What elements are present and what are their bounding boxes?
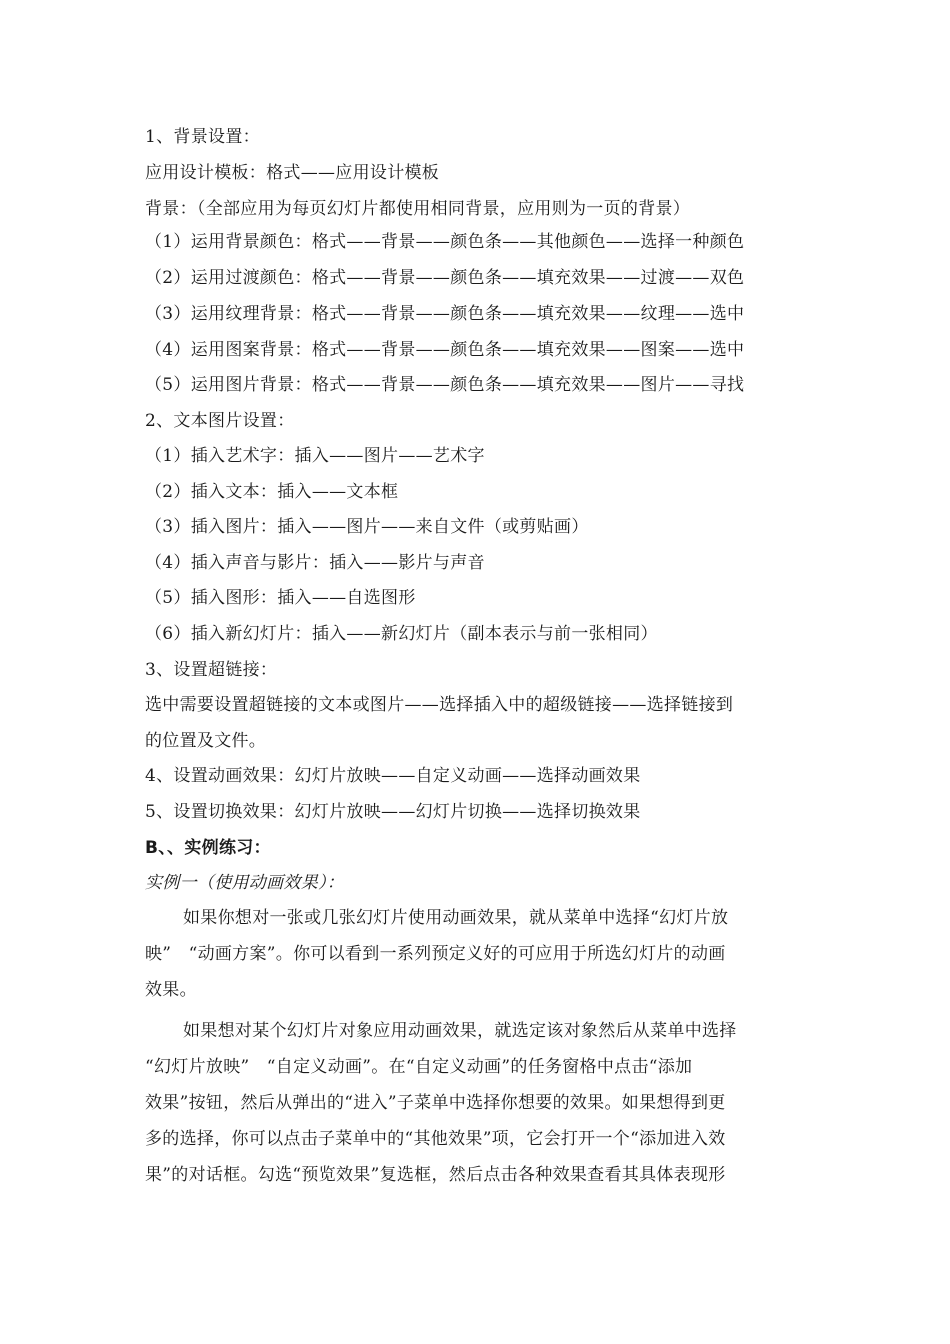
paragraph-2-line-2: “幻灯片放映” “自定义动画”。在“自定义动画”的任务窗格中点击“添加 — [145, 1057, 693, 1077]
section-1-title: 1、背景设置： — [145, 127, 260, 147]
paragraph-1-line-1: 如果你想对一张或几张幻灯片使用动画效果，就从菜单中选择“幻灯片放 — [183, 908, 729, 928]
section-3-title: 3、设置超链接： — [145, 660, 278, 680]
section-1-item-1: （1）运用背景颜色：格式——背景——颜色条——其他颜色——选择一种颜色 — [145, 232, 745, 252]
section-2-item-3: （3）插入图片：插入——图片——来自文件（或剪贴画） — [145, 517, 589, 537]
section-4: 4、设置动画效果：幻灯片放映——自定义动画——选择动画效果 — [145, 766, 641, 786]
section-1-item-5: （5）运用图片背景：格式——背景——颜色条——填充效果——图片——寻找 — [145, 375, 745, 395]
section-3-body-line-1: 选中需要设置超链接的文本或图片——选择插入中的超级链接——选择链接到 — [145, 695, 734, 715]
section-2-title: 2、文本图片设置： — [145, 411, 295, 431]
section-2-item-6: （6）插入新幻灯片：插入——新幻灯片（副本表示与前一张相同） — [145, 624, 658, 644]
paragraph-2-line-4: 多的选择，你可以点击子菜单中的“其他效果”项，它会打开一个“添加进入效 — [145, 1129, 726, 1149]
paragraph-1-line-3: 效果。 — [145, 980, 197, 1000]
paragraph-2-line-1: 如果想对某个幻灯片对象应用动画效果，就选定该对象然后从菜单中选择 — [183, 1021, 737, 1041]
paragraph-2-line-3: 效果”按钮，然后从弹出的“进入”子菜单中选择你想要的效果。如果想得到更 — [145, 1093, 726, 1113]
section-1-background: 背景：（全部应用为每页幻灯片都使用相同背景，应用则为一页的背景） — [145, 199, 691, 219]
section-2-item-5: （5）插入图形：插入——自选图形 — [145, 588, 416, 608]
section-1-item-2: （2）运用过渡颜色：格式——背景——颜色条——填充效果——过渡——双色 — [145, 268, 745, 288]
section-3-body-line-2: 的位置及文件。 — [145, 731, 267, 751]
section-b-title: B、、实例练习： — [145, 838, 271, 858]
section-2-item-4: （4）插入声音与影片：插入——影片与声音 — [145, 553, 485, 573]
section-5: 5、设置切换效果：幻灯片放映——幻灯片切换——选择切换效果 — [145, 802, 641, 822]
section-1-template: 应用设计模板：格式——应用设计模板 — [145, 163, 440, 183]
section-2-item-2: （2）插入文本：插入——文本框 — [145, 482, 399, 502]
section-1-item-4: （4）运用图案背景：格式——背景——颜色条——填充效果——图案——选中 — [145, 340, 745, 360]
paragraph-1-line-2: 映” “动画方案”。你可以看到一系列预定义好的可应用于所选幻灯片的动画 — [145, 944, 726, 964]
section-2-item-1: （1）插入艺术字：插入——图片——艺术字 — [145, 446, 485, 466]
paragraph-2-line-5: 果”的对话框。勾选“预览效果”复选框，然后点击各种效果查看其具体表现形 — [145, 1165, 726, 1185]
example-title: 实例一（使用动画效果）： — [145, 873, 345, 893]
section-1-item-3: （3）运用纹理背景：格式——背景——颜色条——填充效果——纹理——选中 — [145, 304, 745, 324]
